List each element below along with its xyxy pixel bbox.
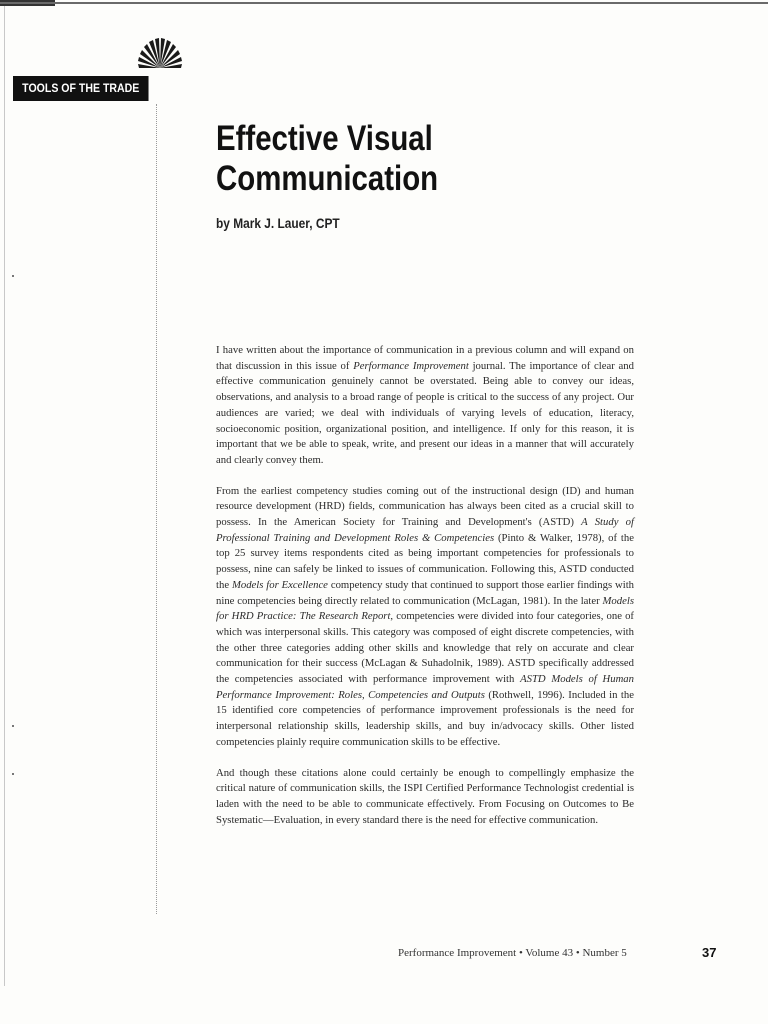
section-banner: TOOLS OF THE TRADE	[13, 76, 149, 101]
paragraph-2: From the earliest competency studies coming out of the instructional design (ID) and human resource development (HRD) fields, communication has always been cited as a crucial skill to possess. In the American Society for Training and Development's (ASTD) A Study of Professional Training and Development Roles & Competencies (Pinto & Walker, 1978), of the top 25 survey items respondents cited as being important competencies for professionals to possess, nine can safely be linked to issues of communication. Following this, ASTD conducted the Models for Excellence competency study that continued to support those earlier findings with nine competencies being directly related to communication (McLagan, 1981). In the later Models for HRD Practice: The Research Report, competencies were divided into four categories, one of which was interpersonal skills. This category was composed of eight discrete competencies, with the other three categories adding other skills and knowledge that rely on accurate and clear communication for their success (McLagan & Suhadolnik, 1989). ASTD specifically addressed the competencies associated with performance improvement with ASTD Models of Human Performance Improvement: Roles, Competencies and Outputs (Rothwell, 1996). Included in the 15 identified core competencies of performance improvement professionals is the need for interpersonal relationship skills, leadership skills, and buy in/advocacy skills. Other listed competencies plainly require communication skills to be effective.	[216, 484, 635, 748]
top-rule	[0, 2, 768, 4]
margin-mark	[12, 725, 14, 727]
left-margin-rule	[4, 6, 5, 986]
paragraph-3: And though these citations alone could certainly be enough to compellingly emphasize the critical nature of communication skills, the ISPI Certified Performance Technologist credential is laden with the need to be able to communicate effectively. From Focusing on Outcomes to Be Systematic—Evaluation, in every standard there is the need for effective communication.	[216, 766, 634, 826]
sunburst-icon	[136, 37, 184, 69]
article-body	[216, 343, 634, 828]
paragraph-1: I have written about the importance of communication in a previous column and will expand on that discussion in this issue of Performance Improvement journal. The importance of clear and effective communication genuinely cannot be overstated. Being able to convey our ideas, observations, and analysis to a broad range of people is critical to the success of any project. Our audiences are varied; we deal with individuals of varying levels of education, literacy, socioeconomic position, organizational position, and intelligence. If only for this reason, it is important that we be able to speak, write, and present our ideas in a manner that will accurately and clearly convey them.	[216, 344, 634, 466]
column-guide	[156, 104, 157, 914]
title-line-2: Communication	[216, 159, 439, 198]
article-title	[216, 119, 438, 199]
footer-journal: Performance Improvement • Volume 43 • Number 5	[398, 947, 627, 959]
margin-mark	[12, 773, 14, 775]
page-number: 37	[702, 945, 717, 960]
title-line-1: Effective Visual	[216, 119, 433, 158]
byline: by Mark J. Lauer, CPT	[216, 215, 340, 231]
margin-mark	[12, 275, 14, 277]
